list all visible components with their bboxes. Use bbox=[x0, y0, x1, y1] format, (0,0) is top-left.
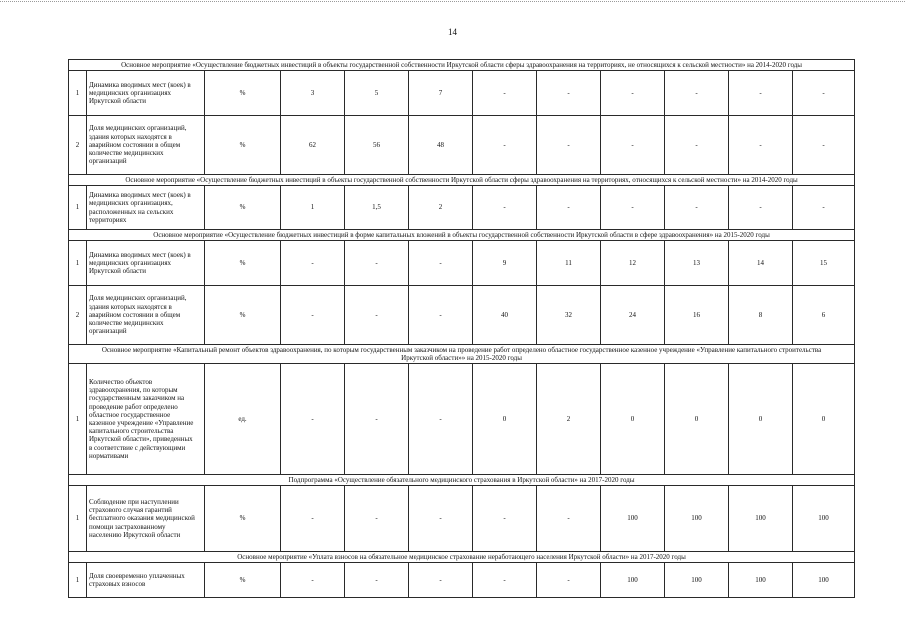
value-cell: - bbox=[281, 563, 345, 598]
value-cell: 15 bbox=[793, 241, 855, 286]
value-cell: - bbox=[345, 241, 409, 286]
value-cell: - bbox=[409, 364, 473, 475]
indicator-name bbox=[87, 241, 205, 286]
indicator-name-line: количестве медицинских bbox=[89, 149, 164, 158]
section-header-line: Основное мероприятие «Осуществление бюджетных инвестиций в объекты государственной собственности Иркутской области сферы здравоохранения на территориях, не относящихся к сельской местности» на 2014-2020 годы bbox=[121, 61, 803, 69]
indicator-name bbox=[87, 186, 205, 230]
value-cell: - bbox=[665, 71, 729, 116]
value-cell: 13 bbox=[665, 241, 729, 286]
section-header-row bbox=[69, 60, 855, 71]
value-cell: - bbox=[793, 71, 855, 116]
section-header-row bbox=[69, 175, 855, 186]
value-cell: 100 bbox=[729, 563, 793, 598]
value-cell: - bbox=[345, 486, 409, 552]
page-number: 14 bbox=[448, 27, 457, 37]
value-cell: 2 bbox=[537, 364, 601, 475]
section-header-line: Основное мероприятие «Осуществление бюджетных инвестиций в форме капитальных вложений в объекты государственной собственности Иркутской области в сфере здравоохранения» на 2015-2020 годы bbox=[153, 231, 770, 239]
value-cell: - bbox=[729, 71, 793, 116]
scan-top-border bbox=[0, 1, 905, 3]
value-cell: - bbox=[409, 286, 473, 345]
indicator-name-line: Доля медицинских организаций, bbox=[89, 294, 187, 303]
row-number: 2 bbox=[69, 116, 87, 175]
unit-cell: % bbox=[205, 186, 281, 230]
indicator-name-line: Доля своевременно уплаченных bbox=[89, 571, 185, 580]
indicator-name bbox=[87, 486, 205, 552]
value-cell: - bbox=[345, 364, 409, 475]
value-cell: 100 bbox=[601, 486, 665, 552]
indicator-name-line: помощи застрахованному bbox=[89, 522, 166, 531]
unit-cell: % bbox=[205, 116, 281, 175]
row-number: 1 bbox=[69, 241, 87, 286]
value-cell: 0 bbox=[473, 364, 537, 475]
value-cell: 16 bbox=[665, 286, 729, 345]
value-cell: - bbox=[473, 486, 537, 552]
value-cell: - bbox=[473, 563, 537, 598]
value-cell: 9 bbox=[473, 241, 537, 286]
unit-cell: % bbox=[205, 286, 281, 345]
indicator-name-line: Количество объектов bbox=[89, 377, 153, 386]
value-cell: 0 bbox=[793, 364, 855, 475]
value-cell: 100 bbox=[793, 486, 855, 552]
value-cell: - bbox=[537, 563, 601, 598]
indicator-name-line: Динамика вводимых мест (коек) в bbox=[89, 80, 191, 89]
value-cell: 0 bbox=[729, 364, 793, 475]
indicator-name-line: организаций bbox=[89, 157, 127, 166]
section-header-line: Основное мероприятие «Капитальный ремонт объектов здравоохранения, по которым государственным заказчиком на проведение работ определено областное государственное казенное учреждение «Управление капитального строительства bbox=[101, 346, 822, 354]
value-cell: 3 bbox=[281, 71, 345, 116]
section-header-line: Основное мероприятие «Осуществление бюджетных инвестиций в объекты государственной собственности Иркутской области сферы здравоохранения на территориях, относящихся к сельской местности» на 2014-2020 годы bbox=[125, 176, 798, 184]
value-cell: 7 bbox=[409, 71, 473, 116]
indicator-name-line: аварийном состоянии в общем bbox=[89, 310, 181, 319]
value-cell: 1,5 bbox=[345, 186, 409, 230]
table-row bbox=[69, 563, 855, 598]
value-cell: 100 bbox=[601, 563, 665, 598]
indicator-name bbox=[87, 364, 205, 475]
section-header bbox=[69, 345, 855, 364]
indicator-name-line: Иркутской области bbox=[89, 97, 147, 106]
indicator-name bbox=[87, 286, 205, 345]
section-header-line: Иркутской области»» на 2015-2020 годы bbox=[401, 354, 522, 362]
value-cell: - bbox=[409, 241, 473, 286]
value-cell: - bbox=[665, 116, 729, 175]
table-row bbox=[69, 486, 855, 552]
value-cell: - bbox=[473, 186, 537, 230]
value-cell: - bbox=[729, 116, 793, 175]
value-cell: - bbox=[729, 186, 793, 230]
value-cell: 100 bbox=[793, 563, 855, 598]
indicator-name-line: страхового случая гарантий bbox=[89, 506, 172, 515]
value-cell: 40 bbox=[473, 286, 537, 345]
value-cell: - bbox=[281, 241, 345, 286]
value-cell: 100 bbox=[729, 486, 793, 552]
indicator-name-line: Динамика вводимых мест (коек) в bbox=[89, 191, 191, 200]
value-cell: 0 bbox=[601, 364, 665, 475]
indicator-name-line: количестве медицинских bbox=[89, 319, 164, 328]
row-number: 1 bbox=[69, 186, 87, 230]
value-cell: 8 bbox=[729, 286, 793, 345]
indicator-name-line: страховых взносов bbox=[89, 580, 146, 588]
value-cell: - bbox=[537, 186, 601, 230]
section-header bbox=[69, 475, 855, 486]
section-header bbox=[69, 230, 855, 241]
table-row bbox=[69, 116, 855, 175]
value-cell: - bbox=[537, 486, 601, 552]
table-row bbox=[69, 186, 855, 230]
section-header-row bbox=[69, 552, 855, 563]
value-cell: 14 bbox=[729, 241, 793, 286]
indicator-name-line: аварийном состоянии в общем bbox=[89, 140, 181, 149]
indicator-name bbox=[87, 116, 205, 175]
table-row bbox=[69, 364, 855, 475]
value-cell: 1 bbox=[281, 186, 345, 230]
indicator-name-line: Соблюдение при наступлении bbox=[89, 497, 179, 506]
row-number: 1 bbox=[69, 563, 87, 598]
indicator-name-line: организаций bbox=[89, 327, 127, 336]
value-cell: 100 bbox=[665, 486, 729, 552]
indicator-name-line: медицинских организациях bbox=[89, 88, 172, 97]
value-cell: - bbox=[793, 116, 855, 175]
value-cell: - bbox=[601, 186, 665, 230]
row-number: 1 bbox=[69, 486, 87, 552]
indicator-name-line: здания которых находятся в bbox=[89, 132, 172, 141]
row-number: 1 bbox=[69, 71, 87, 116]
value-cell: 6 bbox=[793, 286, 855, 345]
indicator-name-line: казенное учреждение «Управление bbox=[89, 419, 194, 427]
indicator-name-line: капитального строительства bbox=[89, 427, 174, 436]
value-cell: 0 bbox=[665, 364, 729, 475]
section-header-line: Подпрограмма «Осуществление обязательного медицинского страхования в Иркутской области» на 2017-2020 годы bbox=[288, 476, 635, 484]
value-cell: - bbox=[473, 116, 537, 175]
unit-cell: % bbox=[205, 486, 281, 552]
value-cell: 2 bbox=[409, 186, 473, 230]
unit-cell: % bbox=[205, 71, 281, 116]
indicator-name-line: населению Иркутской области bbox=[89, 530, 181, 539]
indicator-name bbox=[87, 71, 205, 116]
row-number: 2 bbox=[69, 286, 87, 345]
value-cell: - bbox=[409, 563, 473, 598]
indicator-name-line: нормативами bbox=[89, 451, 129, 460]
value-cell: - bbox=[345, 286, 409, 345]
indicator-name-line: Динамика вводимых мест (коек) в bbox=[89, 250, 191, 259]
value-cell: - bbox=[793, 186, 855, 230]
value-cell: 100 bbox=[665, 563, 729, 598]
value-cell: - bbox=[601, 116, 665, 175]
value-cell: - bbox=[281, 286, 345, 345]
value-cell: - bbox=[473, 71, 537, 116]
value-cell: 62 bbox=[281, 116, 345, 175]
unit-cell: ед. bbox=[205, 364, 281, 475]
indicator-name-line: государственным заказчиком на bbox=[89, 394, 185, 403]
table-row bbox=[69, 286, 855, 345]
value-cell: 5 bbox=[345, 71, 409, 116]
value-cell: - bbox=[409, 486, 473, 552]
unit-cell: % bbox=[205, 563, 281, 598]
section-header-line: Основное мероприятие «Уплата взносов на обязательное медицинское страхование неработающего населения Иркутской области» на 2017-2020 годы bbox=[237, 553, 686, 561]
unit-cell: % bbox=[205, 241, 281, 286]
indicator-name-line: территориях bbox=[89, 215, 127, 224]
indicator-name-line: областное государственное bbox=[89, 410, 171, 419]
value-cell: 24 bbox=[601, 286, 665, 345]
row-number: 1 bbox=[69, 364, 87, 475]
indicator-name bbox=[87, 563, 205, 598]
value-cell: 32 bbox=[537, 286, 601, 345]
value-cell: 48 bbox=[409, 116, 473, 175]
indicator-name-line: Доля медицинских организаций, bbox=[89, 124, 187, 133]
indicator-name-line: здравоохранения, по которым bbox=[89, 386, 178, 395]
indicator-name-line: Иркутской области», приведенных bbox=[89, 435, 193, 444]
table-body bbox=[69, 60, 855, 598]
value-cell: - bbox=[537, 116, 601, 175]
value-cell: 11 bbox=[537, 241, 601, 286]
indicator-name-line: бесплатного оказания медицинской bbox=[89, 514, 195, 523]
value-cell: - bbox=[345, 563, 409, 598]
indicator-name-line: медицинских организациях bbox=[89, 258, 172, 267]
table-row bbox=[69, 241, 855, 286]
indicator-name-line: здания которых находятся в bbox=[89, 302, 172, 311]
section-header-row bbox=[69, 475, 855, 486]
value-cell: - bbox=[601, 71, 665, 116]
indicator-name-line: проведение работ определено bbox=[89, 402, 178, 411]
value-cell: - bbox=[665, 186, 729, 230]
indicator-name-line: Иркутской области bbox=[89, 267, 147, 276]
value-cell: - bbox=[281, 364, 345, 475]
indicator-name-line: расположенных на сельских bbox=[89, 207, 174, 216]
value-cell: 56 bbox=[345, 116, 409, 175]
indicators-table bbox=[68, 59, 855, 598]
indicator-name-line: медицинских организациях, bbox=[89, 199, 173, 208]
value-cell: 12 bbox=[601, 241, 665, 286]
value-cell: - bbox=[537, 71, 601, 116]
section-header-row bbox=[69, 230, 855, 241]
section-header bbox=[69, 175, 855, 186]
indicator-name-line: в соответствие с действующими bbox=[89, 443, 186, 452]
value-cell: - bbox=[281, 486, 345, 552]
section-header bbox=[69, 552, 855, 563]
table-row bbox=[69, 71, 855, 116]
section-header-row bbox=[69, 345, 855, 364]
section-header bbox=[69, 60, 855, 71]
